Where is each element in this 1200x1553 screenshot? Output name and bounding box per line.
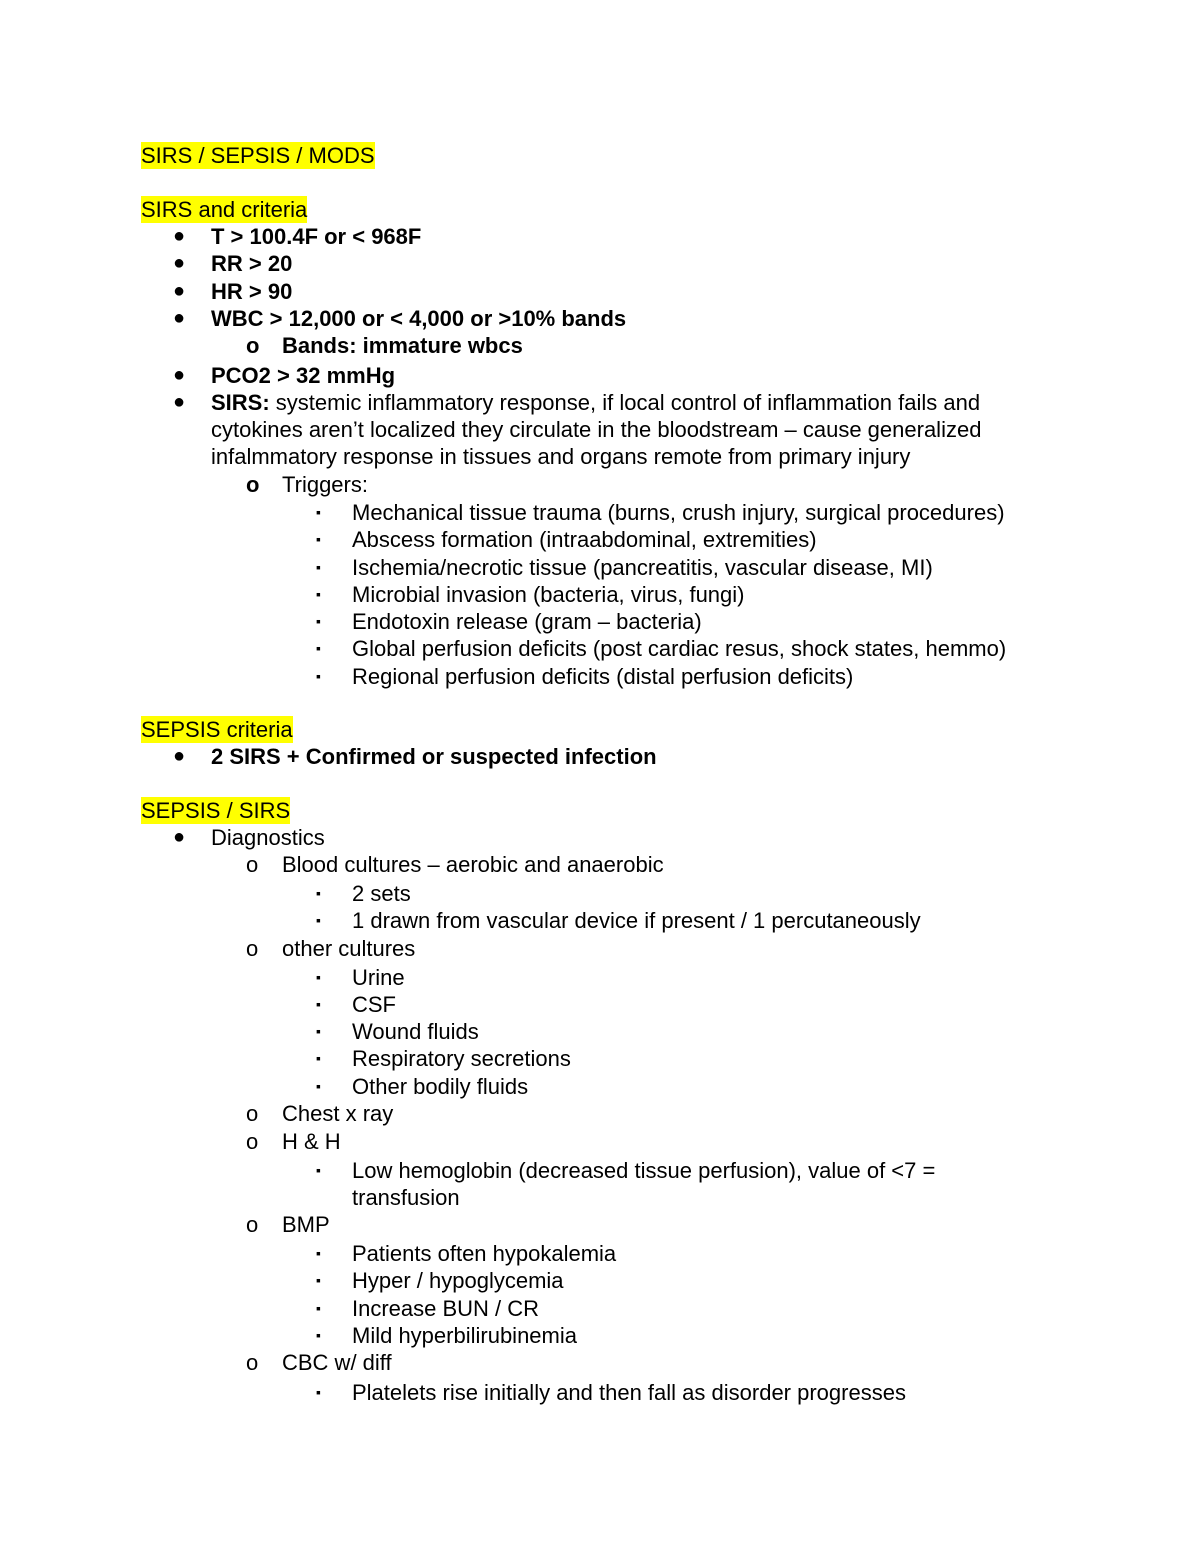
square-bullet-icon: ▪ bbox=[316, 1384, 321, 1400]
square-bullet-icon: ▪ bbox=[316, 1023, 321, 1039]
bullet-icon: ● bbox=[173, 307, 186, 329]
circle-bullet-icon: o bbox=[246, 472, 260, 497]
bullet-icon: ● bbox=[173, 364, 186, 386]
circle-bullet-icon: o bbox=[246, 936, 259, 961]
bullet-icon: ● bbox=[173, 745, 186, 767]
square-bullet-icon: ▪ bbox=[316, 1050, 321, 1066]
circle-bullet-icon: o bbox=[246, 1350, 259, 1375]
square-bullet-icon: ▪ bbox=[316, 885, 321, 901]
square-bullet-icon: ▪ bbox=[316, 668, 321, 684]
square-bullet-icon: ▪ bbox=[316, 1162, 321, 1178]
bullet-icon: ● bbox=[173, 252, 186, 274]
heading-sepsis-criteria: SEPSIS criteria bbox=[141, 717, 293, 742]
heading-sepsis-sirs: SEPSIS / SIRS bbox=[141, 798, 291, 823]
square-bullet-icon: ▪ bbox=[316, 531, 321, 547]
bullet-icon: ● bbox=[173, 826, 186, 848]
circle-bullet-icon: o bbox=[246, 1212, 259, 1237]
square-bullet-icon: ▪ bbox=[316, 996, 321, 1012]
square-bullet-icon: ▪ bbox=[316, 504, 321, 520]
square-bullet-icon: ▪ bbox=[316, 1327, 321, 1343]
square-bullet-icon: ▪ bbox=[316, 586, 321, 602]
circle-bullet-icon: o bbox=[246, 1129, 259, 1154]
circle-bullet-icon: o bbox=[246, 1101, 259, 1126]
square-bullet-icon: ▪ bbox=[316, 912, 321, 928]
square-bullet-icon: ▪ bbox=[316, 613, 321, 629]
bullet-icon: ● bbox=[173, 391, 186, 413]
square-bullet-icon: ▪ bbox=[316, 640, 321, 656]
bullet-icon: ● bbox=[173, 225, 186, 247]
square-bullet-icon: ▪ bbox=[316, 969, 321, 985]
document-title: SIRS / SEPSIS / MODS bbox=[141, 143, 375, 168]
circle-bullet-icon: o bbox=[246, 333, 260, 358]
square-bullet-icon: ▪ bbox=[316, 559, 321, 575]
document-page: SIRS / SEPSIS / MODS SIRS and criteria ● T > 100.4F or < 968F ● RR > 20 ● HR > 90 ● WBC > 12,000 or < 4,000 or >10% bands o Bands: immature wbcs ● PCO2 > 32 mmHg ● SIRS: systemic inflammatory response, if local control of inflammation fails and cytokines aren’t localized they circulate in the bloodstream – cause generalized infalmmatory response in tissues and organs remote from primary injury o Triggers: ▪ Mechanical tissue trauma (burns, crush injury, surgical procedures) ▪ Abscess formation (intraabdominal, extremities) ▪ Ischemia/necrotic tissue (pancreatitis, vascular disease, MI) ▪ Microbial invasion (bacteria, virus, fungi) ▪ Endotoxin release (gram – bacteria) ▪ Global perfusion deficits (post cardiac resus, shock states, hemmo) ▪ Regional perfusion deficits (distal perfusion deficits) SEPSIS criteria ● 2 SIRS + Confirmed or suspected infection SEPSIS / SIRS ● Diagnostics o Blood cultures – aerobic and anaerobic ▪ 2 sets ▪ 1 drawn from vascular device if present / 1 percutaneously o other cultures ▪ Urine ▪ CSF ▪ Wound fluids ▪ Respiratory secretions ▪ Other bodily fluids o Chest x ray o H & H ▪ Low hemoglobin (decreased tissue perfusion), value of <7 = transfusion o BMP ▪ Patients often hypokalemia ▪ Hyper / hypoglycemia ▪ Increase BUN / CR ▪ Mild hyperbilirubinemia o CBC w/ diff ▪ Platelets rise initially and then fall as disorder progresses bbox=[141, 143, 1007, 1405]
square-bullet-icon: ▪ bbox=[316, 1300, 321, 1316]
circle-bullet-icon: o bbox=[246, 852, 259, 877]
square-bullet-icon: ▪ bbox=[316, 1272, 321, 1288]
square-bullet-icon: ▪ bbox=[316, 1078, 321, 1094]
heading-sirs-criteria: SIRS and criteria bbox=[141, 197, 308, 222]
square-bullet-icon: ▪ bbox=[316, 1245, 321, 1261]
bullet-icon: ● bbox=[173, 280, 186, 302]
